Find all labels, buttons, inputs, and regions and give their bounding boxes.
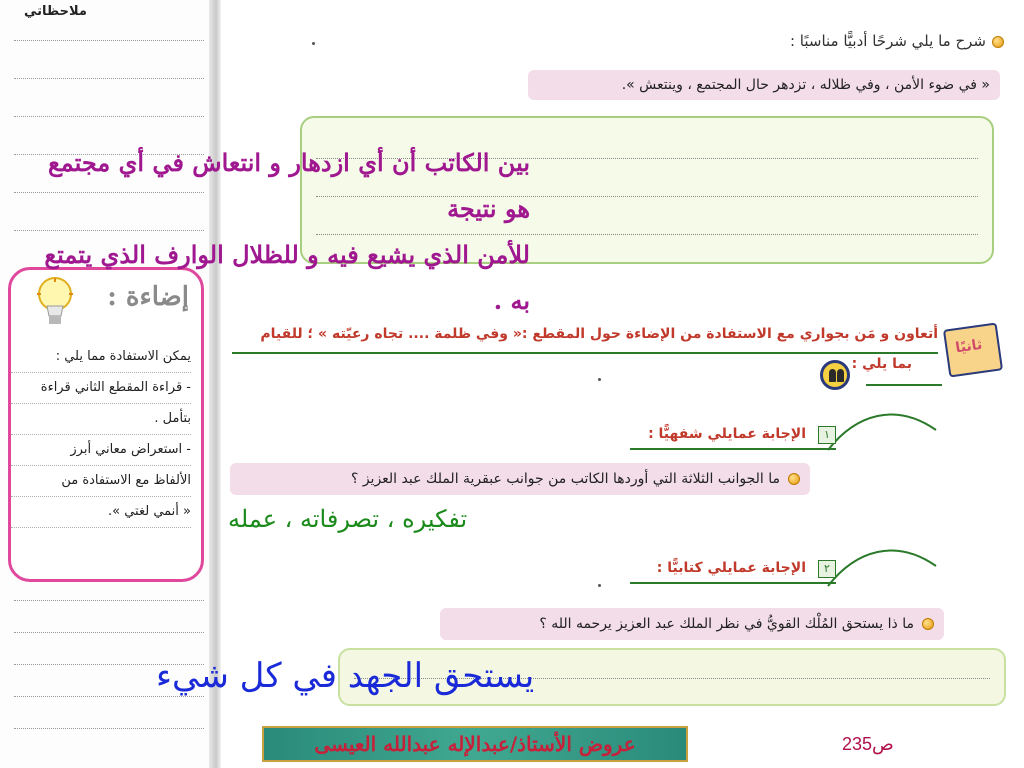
part-1-question (230, 463, 810, 495)
part-2-question (440, 608, 944, 640)
tip-line: - قراءة المقطع الثاني قراءة (11, 373, 191, 404)
bullet-icon (922, 618, 934, 630)
part-1-number: ١ (818, 426, 836, 444)
part-2-question-text: ما ذا يستحق المُلْك القويُّ في نظر الملك عبد العزيز يرحمه الله ؟ (539, 616, 914, 632)
handwritten-answer-1 (40, 140, 530, 324)
part-1-underline (630, 448, 836, 450)
note-rule (14, 116, 204, 117)
swoosh-icon (826, 540, 938, 588)
pair-work-icon (820, 360, 850, 390)
section-2-tag (943, 322, 1003, 377)
page-spine (209, 0, 221, 768)
section-2-underline (866, 384, 942, 386)
section-2-tag-label: ثانيًا (954, 336, 984, 357)
part-2-underline (630, 582, 836, 584)
scan-mark (312, 42, 315, 45)
answer-line: للأمن الذي يشيع فيه و للظلال الوارف الذي يتمتع به . (44, 240, 530, 315)
note-rule (14, 696, 204, 697)
note-rule (14, 78, 204, 79)
bullet-icon (788, 473, 800, 485)
answer-line: بين الكاتب أن أي ازدهار و انتعاش في أي مجتمع هو نتيجة (48, 148, 530, 223)
tip-title: إضاءة : (107, 282, 189, 312)
tip-line: - استعراض معاني أبرز (11, 435, 191, 466)
part-2-answer: يستحق الجهد في كل شيء (156, 656, 535, 696)
notes-title: ملاحظاتي (24, 4, 87, 19)
part-2-number: ٢ (818, 560, 836, 578)
section-2-instruction-cont: بما يلي : (851, 356, 912, 372)
part-1-question-text: ما الجوانب الثلاثة التي أوردها الكاتب من جوانب عبقرية الملك عبد العزيز ؟ (350, 471, 780, 487)
tip-line: الألفاظ مع الاستفادة من (11, 466, 191, 497)
tip-line: يمكن الاستفادة مما يلي : (11, 342, 191, 373)
bullet-icon (992, 36, 1004, 48)
part-1-header: الإجابة عمايلي شفهيًّا : (648, 426, 806, 442)
note-rule (14, 632, 204, 633)
author-credit-banner: عروض الأستاذ/عبدالإله عبدالله العيسى (262, 726, 688, 762)
page-number: ص235 (842, 734, 894, 754)
tip-line: « أنمي لغتي ». (11, 497, 191, 528)
section-2-underline (232, 352, 938, 354)
section-2-instruction: أتعاون و مَن بجواري مع الاستفادة من الإضاءة حول المقطع :« وفي ظلمة .... تجاه رعيّته » ؛ للقيام (260, 326, 938, 342)
note-rule (14, 40, 204, 41)
question-1-text: شرح ما يلي شرحًا أدبيًّا مناسبًا : (789, 32, 986, 50)
note-rule (14, 728, 204, 729)
tip-line: بتأمل . (11, 404, 191, 435)
swoosh-icon (826, 404, 938, 452)
quote-box: « في ضوء الأمن ، وفي ظلاله ، تزدهر حال المجتمع ، وينتعش ». (528, 70, 1000, 100)
tip-text (11, 342, 191, 528)
note-rule (14, 600, 204, 601)
part-1-answer: تفكيره ، تصرفاته ، عمله (228, 505, 468, 533)
part-2-header: الإجابة عمايلي كتابيًّا : (656, 560, 806, 576)
question-1-prompt (790, 32, 1004, 50)
scan-mark (598, 584, 601, 587)
scan-mark (598, 378, 601, 381)
